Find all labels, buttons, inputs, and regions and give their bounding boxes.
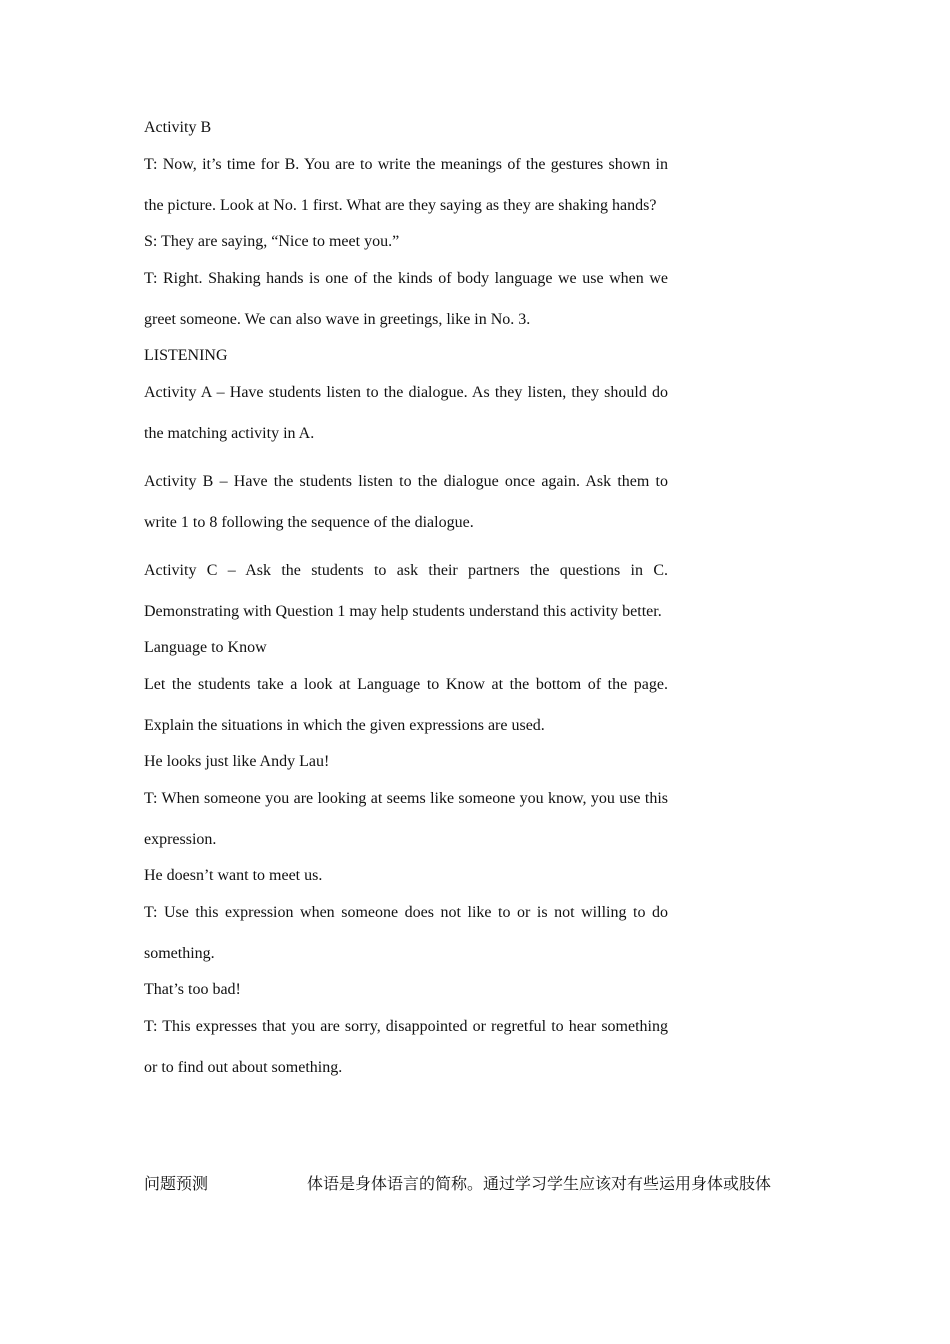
heading-activity-b: Activity B	[144, 119, 212, 136]
paragraph-listening-activity-b: Activity B – Have the students listen to the dialogue once again. Ask them to write 1 to 8 following the sequence of the dialogue.	[144, 473, 668, 531]
paragraph-listening-activity-c: Activity C – Ask the students to ask their partners the questions in C. Demonstrating with Question 1 may help students understand this activity better.	[144, 562, 668, 620]
student-response: S: They are saying, “Nice to meet you.”	[144, 233, 400, 250]
document-body	[144, 119, 668, 1095]
paragraph-language-to-know: Let the students take a look at Language to Know at the bottom of the page. Explain the situations in which the given expressions are used.	[144, 676, 668, 734]
expression-meet-us: He doesn’t want to meet us.	[144, 867, 323, 884]
paragraph-shaking-hands: T: Right. Shaking hands is one of the kinds of body language we use when we greet someone. We can also wave in greetings, like in No. 3.	[144, 270, 668, 328]
problem-prediction-label: 问题预测	[144, 1174, 209, 1193]
paragraph-expression-andy-lau: T: When someone you are looking at seems like someone you know, you use this expression.	[144, 790, 668, 848]
paragraph-activity-b-teacher: T: Now, it’s time for B. You are to write the meanings of the gestures shown in the picture. Look at No. 1 first. What are they saying as they are shaking hands?	[144, 156, 668, 214]
expression-too-bad: That’s too bad!	[144, 981, 241, 998]
heading-listening: LISTENING	[144, 347, 228, 364]
heading-language-to-know: Language to Know	[144, 639, 267, 656]
paragraph-expression-meet-us: T: Use this expression when someone does not like to or is not willing to do something.	[144, 904, 668, 962]
problem-prediction-text: 体语是身体语言的简称。通过学习学生应该对有些运用身体或肢体	[307, 1174, 772, 1193]
paragraph-expression-too-bad: T: This expresses that you are sorry, disappointed or regretful to hear something or to find out about something.	[144, 1018, 668, 1076]
paragraph-listening-activity-a: Activity A – Have students listen to the dialogue. As they listen, they should do the matching activity in A.	[144, 384, 668, 442]
expression-andy-lau: He looks just like Andy Lau!	[144, 753, 330, 770]
